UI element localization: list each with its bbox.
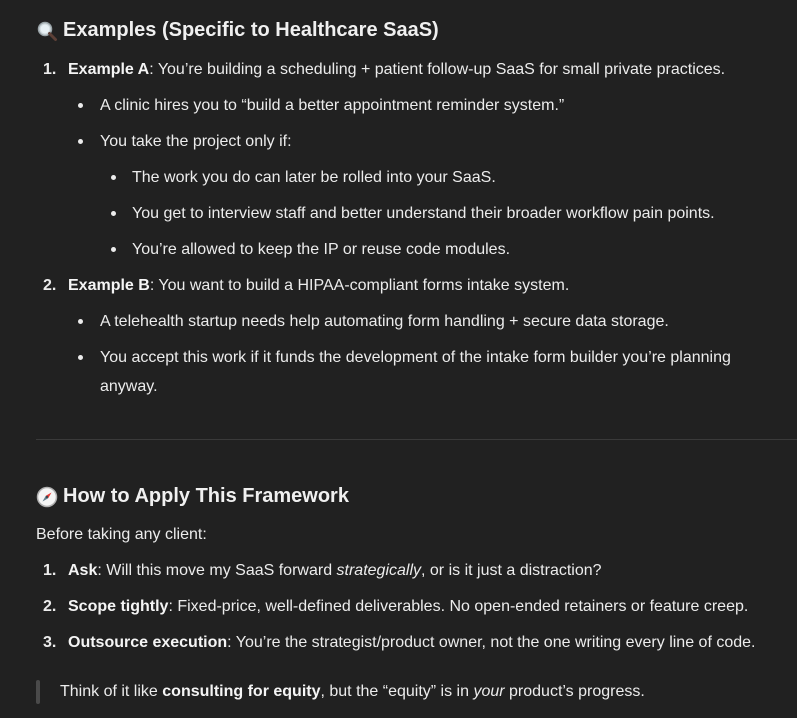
apply-item-text: : You’re the strategist/product owner, not the one writing every line of code. [227, 634, 756, 651]
bullet [111, 211, 116, 216]
apply-item-text: : Will this move my SaaS forward [97, 562, 337, 579]
example-b-label: Example B [68, 277, 150, 294]
list-number: 2. [43, 598, 57, 615]
apply-heading [36, 485, 349, 508]
quote-text: product’s progress. [504, 683, 645, 700]
blockquote-text [60, 681, 645, 703]
apply-heading-text: How to Apply This Framework [63, 485, 349, 507]
example-b-text: : You want to build a HIPAA-compliant forms intake system. [149, 277, 570, 294]
list-item: A telehealth startup needs help automating form handling + secure data storage. [100, 313, 669, 330]
apply-intro: Before taking any client: [36, 526, 207, 543]
bullet [78, 319, 83, 324]
examples-heading-text: Examples (Specific to Healthcare SaaS) [63, 19, 439, 41]
compass-icon [36, 486, 58, 508]
list-item: You take the project only if: [100, 133, 292, 150]
list-item: You accept this work if it funds the development of the intake form builder you’re planning [100, 349, 731, 366]
list-number: 3. [43, 634, 57, 651]
list-number: 1. [43, 562, 57, 579]
bullet [78, 139, 83, 144]
apply-item-outsource [68, 632, 755, 654]
apply-item-label: Ask [68, 562, 98, 579]
list-number: 1. [43, 61, 57, 78]
apply-item-emphasis: strategically [336, 562, 422, 579]
example-a-label: Example A [68, 61, 150, 78]
list-item: The work you do can later be rolled into your SaaS. [132, 169, 496, 186]
bullet [78, 355, 83, 360]
list-item: You get to interview staff and better understand their broader workflow pain points. [132, 205, 715, 222]
magnifying-glass-icon [36, 20, 58, 42]
list-item-continuation: anyway. [100, 378, 158, 395]
blockquote-bar [36, 680, 40, 704]
apply-item-scope [68, 596, 748, 618]
bullet [78, 103, 83, 108]
apply-item-label: Outsource execution [68, 634, 228, 651]
section-divider [36, 439, 797, 440]
example-a-text: : You’re building a scheduling + patient follow-up SaaS for small private practices. [149, 61, 726, 78]
quote-italic: your [473, 683, 505, 700]
quote-text: Think of it like [60, 683, 163, 700]
examples-heading [36, 19, 439, 42]
example-a-line [68, 59, 725, 81]
bullet [111, 247, 116, 252]
quote-emphasis: consulting for equity [162, 683, 321, 700]
list-item: A clinic hires you to “build a better appointment reminder system.” [100, 97, 565, 114]
apply-item-label: Scope tightly [68, 598, 169, 615]
apply-item-text: : Fixed-price, well-defined deliverables. No open-ended retainers or feature creep. [168, 598, 749, 615]
quote-text: , but the “equity” is in [320, 683, 474, 700]
apply-item-ask [68, 560, 602, 582]
example-b-line [68, 275, 569, 297]
apply-item-text: , or is it just a distraction? [421, 562, 602, 579]
bullet [111, 175, 116, 180]
list-number: 2. [43, 277, 57, 294]
list-item: You’re allowed to keep the IP or reuse code modules. [132, 241, 511, 258]
